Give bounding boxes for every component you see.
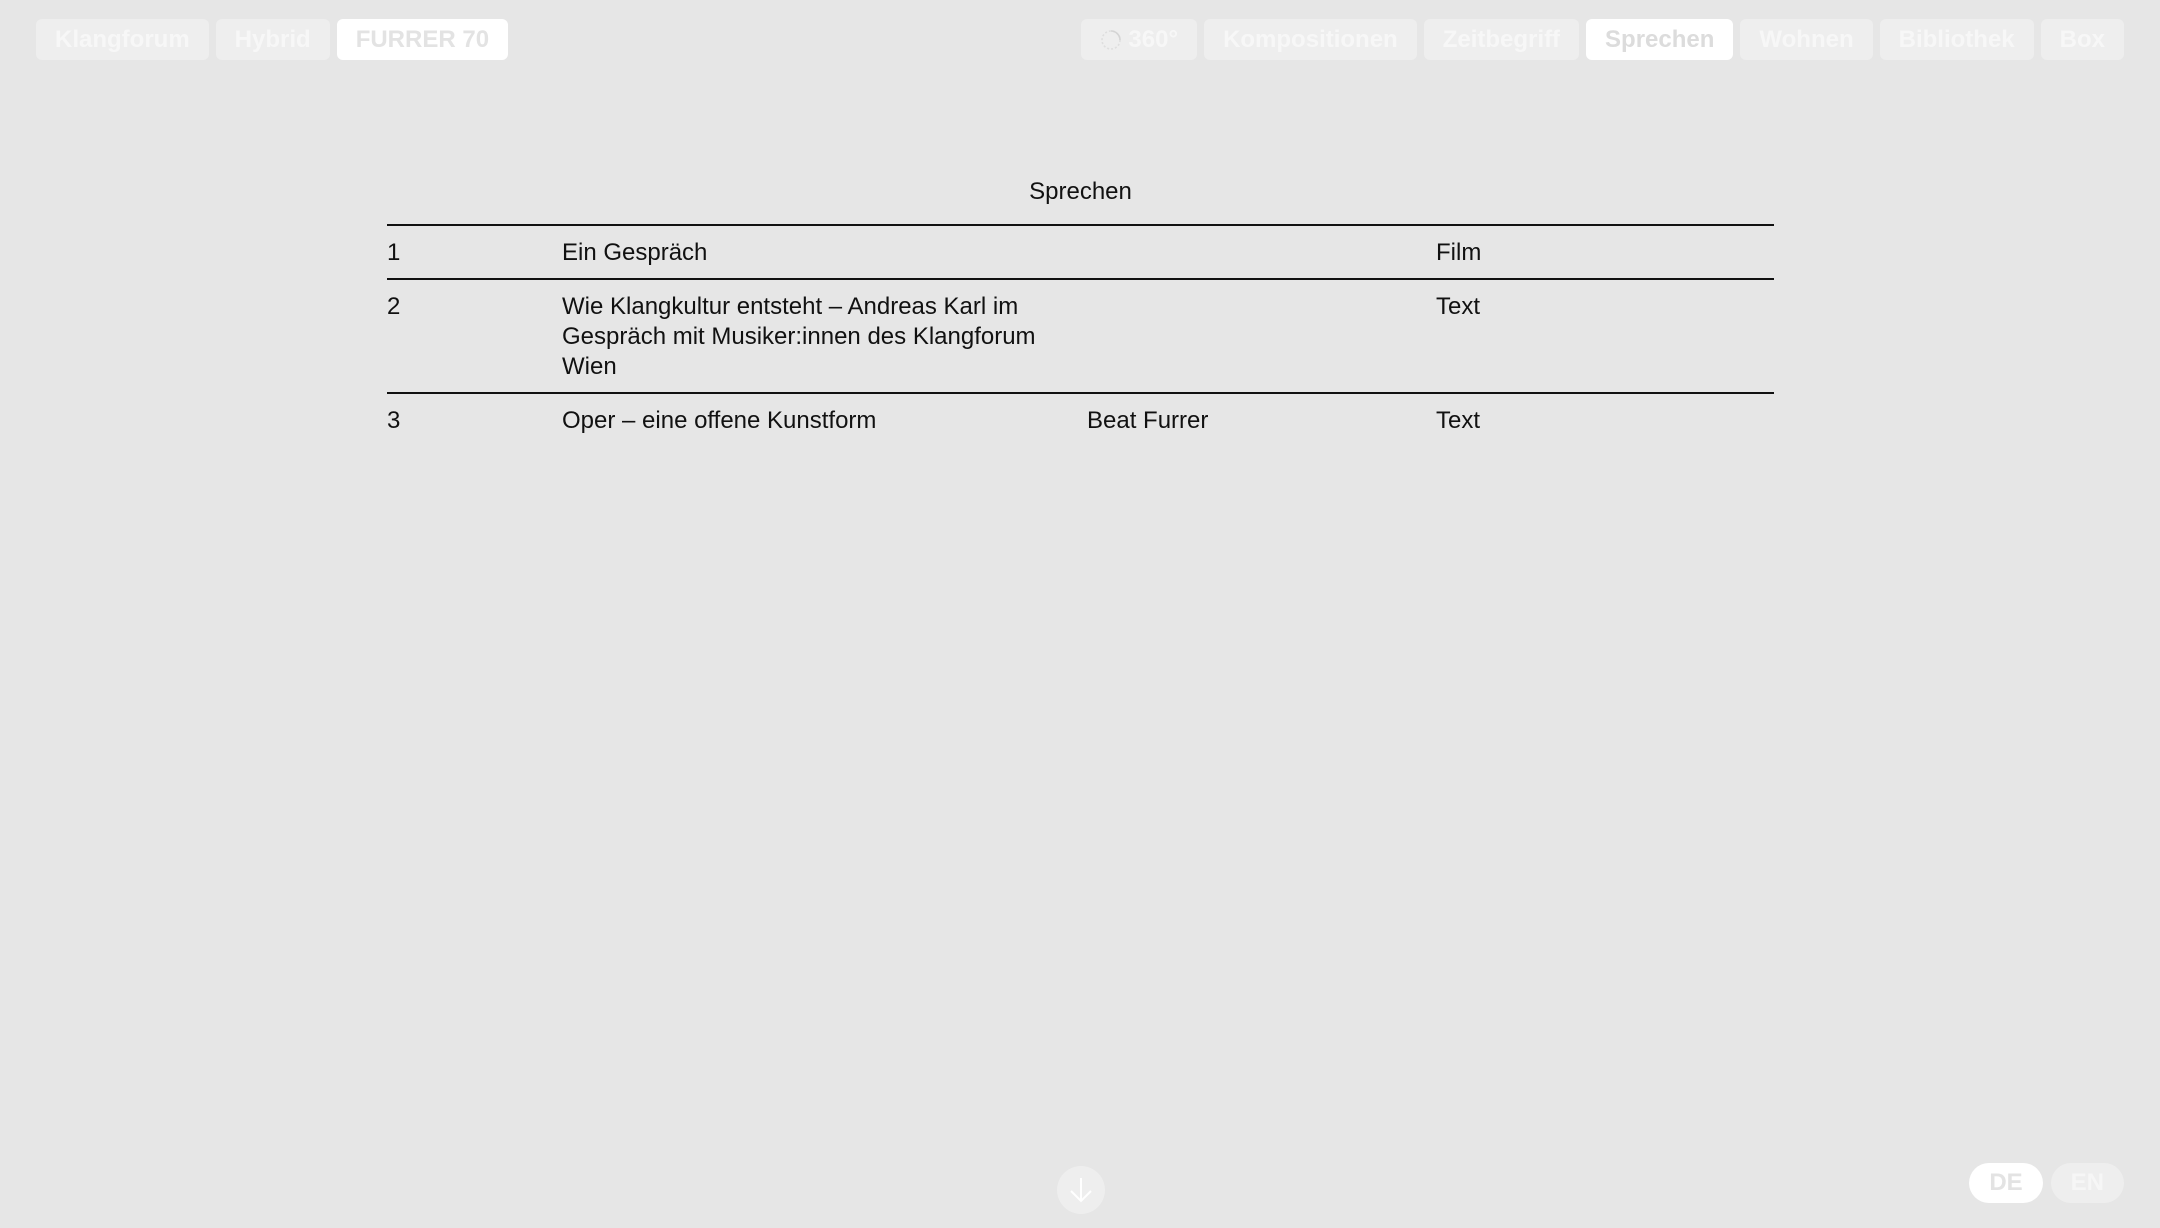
nav-zeitbegriff-button[interactable]: Zeitbegriff	[1424, 19, 1579, 60]
row-title[interactable]: Oper – eine offene Kunstform	[562, 407, 877, 434]
nav-furrer70-button[interactable]: FURRER 70	[337, 19, 508, 60]
table-row[interactable]	[387, 280, 1774, 394]
row-type: Film	[1436, 239, 1482, 266]
main-content	[387, 172, 1774, 446]
arrow-down-icon	[1068, 1175, 1094, 1205]
nav-box-button[interactable]: Box	[2041, 19, 2124, 60]
page-title: Sprechen	[1029, 178, 1132, 205]
language-en-button[interactable]: EN	[2051, 1163, 2124, 1203]
row-title[interactable]: Ein Gespräch	[562, 239, 708, 266]
nav-wohnen-button[interactable]: Wohnen	[1740, 19, 1872, 60]
row-title[interactable]: Wie Klangkultur entsteht – Andreas Karl im Gespräch mit Musiker:innen des Klangforum Wien	[562, 293, 1036, 380]
nav-hybrid-button[interactable]: Hybrid	[216, 19, 330, 60]
nav-klangforum-button[interactable]: Klangforum	[36, 19, 209, 60]
table-row[interactable]	[387, 226, 1774, 280]
row-number: 1	[387, 239, 401, 266]
scroll-down-button[interactable]	[1057, 1166, 1105, 1214]
nav-360-button[interactable]	[1081, 19, 1197, 60]
nav-left-group	[36, 19, 508, 60]
content-table	[387, 224, 1774, 446]
top-navigation	[36, 19, 2124, 60]
nav-bibliothek-button[interactable]: Bibliothek	[1880, 19, 2034, 60]
table-row[interactable]	[387, 394, 1774, 446]
row-type: Text	[1436, 407, 1481, 434]
nav-kompositionen-button[interactable]: Kompositionen	[1204, 19, 1417, 60]
nav-360-label: 360°	[1128, 26, 1179, 53]
spinner-icon	[1100, 29, 1122, 51]
nav-right-group	[1081, 19, 2124, 60]
row-author: Beat Furrer	[1087, 407, 1209, 434]
row-number: 3	[387, 407, 401, 434]
language-switcher	[1969, 1163, 2124, 1203]
language-de-button[interactable]: DE	[1969, 1163, 2042, 1203]
row-number: 2	[387, 293, 401, 320]
nav-sprechen-button[interactable]: Sprechen	[1586, 19, 1733, 60]
row-type: Text	[1436, 293, 1481, 320]
